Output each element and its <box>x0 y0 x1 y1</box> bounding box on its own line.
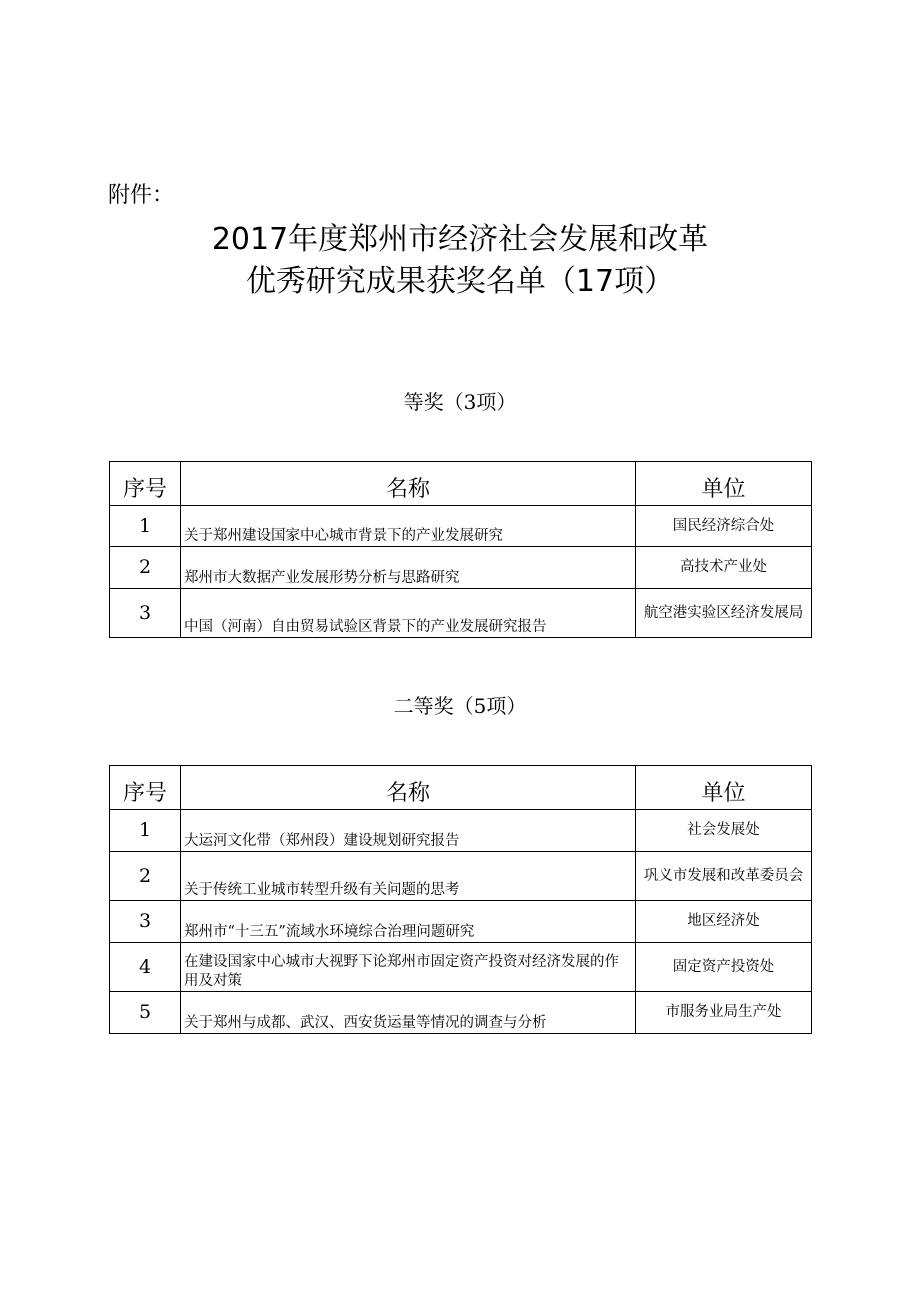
table-row <box>110 589 812 638</box>
header-name: 名称 <box>181 766 636 810</box>
table-row <box>110 506 812 547</box>
row-name: 大运河文化带（郑州段）建设规划研究报告 <box>181 810 636 852</box>
row-name: 关于传统工业城市转型升级有关问题的思考 <box>181 852 636 901</box>
row-name: 中国（河南）自由贸易试验区背景下的产业发展研究报告 <box>181 589 636 638</box>
table-header-row <box>110 462 812 506</box>
row-name: 郑州市大数据产业发展形势分析与思路研究 <box>181 547 636 589</box>
row-seq: 1 <box>110 810 181 852</box>
row-unit: 市服务业局生产处 <box>636 992 812 1034</box>
row-seq: 4 <box>110 943 181 992</box>
row-name: 关于郑州与成都、武汉、西安货运量等情况的调查与分析 <box>181 992 636 1034</box>
document-title-line2: 优秀研究成果获奖名单（17项） <box>245 264 675 299</box>
header-name: 名称 <box>181 462 636 506</box>
attachment-label: 附件： <box>108 183 175 208</box>
table-row <box>110 992 812 1034</box>
header-seq: 序号 <box>110 462 181 506</box>
row-name: 郑州市“十三五”流域水环境综合治理问题研究 <box>181 901 636 943</box>
row-seq: 5 <box>110 992 181 1034</box>
table-row <box>110 810 812 852</box>
row-unit: 固定资产投资处 <box>636 943 812 992</box>
row-seq: 3 <box>110 901 181 943</box>
table-row <box>110 852 812 901</box>
row-name: 关于郑州建设国家中心城市背景下的产业发展研究 <box>181 506 636 547</box>
document-title-line1: 2017年度郑州市经济社会发展和改革 <box>211 222 709 257</box>
second-prize-table <box>109 765 812 1034</box>
header-unit: 单位 <box>636 462 812 506</box>
header-seq: 序号 <box>110 766 181 810</box>
row-name: 在建设国家中心城市大视野下论郑州市固定资产投资对经济发展的作用及对策 <box>181 943 636 992</box>
row-seq: 3 <box>110 589 181 638</box>
row-unit: 高技术产业处 <box>636 547 812 589</box>
row-seq: 2 <box>110 547 181 589</box>
row-seq: 1 <box>110 506 181 547</box>
table-row <box>110 943 812 992</box>
table-header-row <box>110 766 812 810</box>
row-unit: 国民经济综合处 <box>636 506 812 547</box>
first-prize-table <box>109 461 812 638</box>
table-row <box>110 547 812 589</box>
row-unit: 巩义市发展和改革委员会 <box>636 852 812 901</box>
row-unit: 地区经济处 <box>636 901 812 943</box>
header-unit: 单位 <box>636 766 812 810</box>
row-seq: 2 <box>110 852 181 901</box>
section-heading-first-prize: 等奖（3项） <box>403 390 517 414</box>
row-unit: 社会发展处 <box>636 810 812 852</box>
table-row <box>110 901 812 943</box>
row-unit: 航空港实验区经济发展局 <box>636 589 812 638</box>
section-heading-second-prize: 二等奖（5项） <box>393 694 527 718</box>
